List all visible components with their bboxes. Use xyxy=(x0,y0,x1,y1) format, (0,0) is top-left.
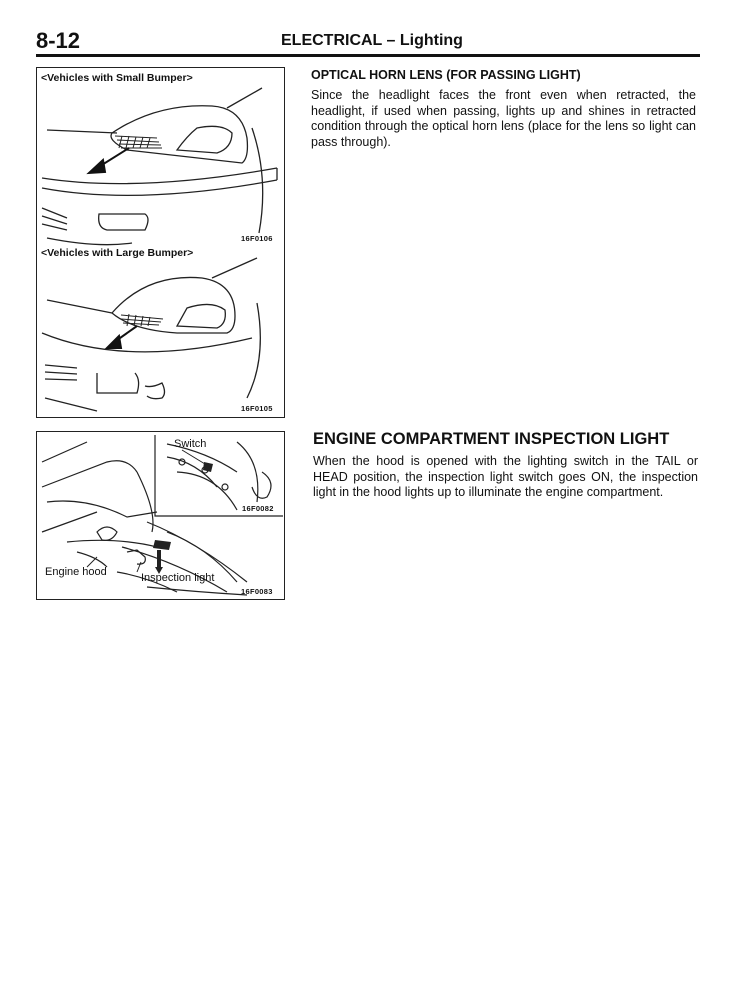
page-header xyxy=(36,28,700,56)
large-bumper-figure-code: 16F0105 xyxy=(241,404,273,413)
figure-inspection-light xyxy=(36,431,285,600)
inspection-light-body: When the hood is opened with the lighting switch in the TAIL or HEAD position, the inspection light switch goes ON, the inspection light in the hood lights up to illuminate the engine compartment. xyxy=(313,454,698,499)
small-bumper-figure-code: 16F0106 xyxy=(241,234,273,243)
inspection-light-label: Inspection light xyxy=(141,572,215,584)
engine-hood-label: Engine hood xyxy=(45,566,107,578)
page-title-sub: Lighting xyxy=(399,32,463,49)
page-title xyxy=(281,32,463,50)
optical-horn-heading: OPTICAL HORN LENS (FOR PASSING LIGHT) xyxy=(311,68,581,82)
page-title-main: ELECTRICAL – xyxy=(281,32,396,49)
page-number: 8-12 xyxy=(36,28,81,53)
figure-headlight-bumpers xyxy=(36,67,285,418)
large-bumper-label: <Vehicles with Large Bumper> xyxy=(41,247,194,259)
switch-label: Switch xyxy=(174,438,207,450)
inset-figure-code: 16F0082 xyxy=(242,504,274,513)
small-bumper-label: <Vehicles with Small Bumper> xyxy=(41,72,193,84)
optical-horn-body: Since the headlight faces the front even when retracted, the headlight, if used when passing, lights up and shines in retracted condition through the optical horn lens (place for the lens so light can pass through). xyxy=(311,88,696,149)
header-rule xyxy=(36,54,700,57)
inspection-figure-code: 16F0083 xyxy=(241,587,273,596)
inspection-light-heading: ENGINE COMPARTMENT INSPECTION LIGHT xyxy=(313,430,670,448)
